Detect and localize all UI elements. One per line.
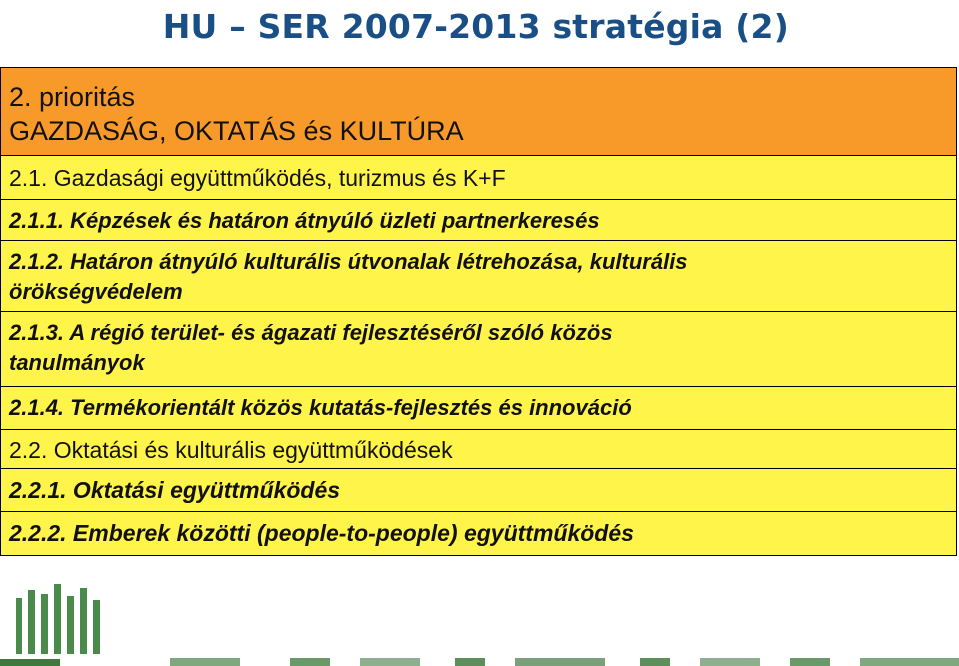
slide-title: HU – SER 2007-2013 stratégia (2) (162, 6, 789, 46)
action-label: 2.2.2. Emberek közötti (people-to-people) együttműködés (9, 520, 634, 546)
footer-decoration (0, 656, 959, 666)
action-row-2-1-3 (1, 312, 956, 387)
measure-row-2-1 (1, 156, 956, 200)
action-label: 2.2.1. Oktatási együttműködés (9, 477, 341, 503)
action-label-line2: örökségvédelem (9, 279, 183, 304)
action-row-2-1-1 (1, 200, 956, 241)
action-row-2-2-1 (1, 469, 956, 512)
action-label: 2.1.1. Képzések és határon átnyúló üzleti partnerkeresés (9, 208, 600, 233)
action-row-2-2-2 (1, 512, 956, 555)
action-label-line1: 2.1.2. Határon átnyúló kulturális útvonalak létrehozása, kulturális (9, 249, 688, 274)
action-label-line1: 2.1.3. A régió terület- és ágazati fejlesztéséről szóló közös (9, 320, 613, 345)
measure-label: 2.1. Gazdasági együttműködés, turizmus és K+F (9, 165, 506, 191)
action-label: 2.1.4. Termékorientált közös kutatás-fejlesztés és innováció (9, 395, 632, 420)
measure-label: 2.2. Oktatási és kulturális együttműködések (9, 437, 453, 463)
priority-number: 2. prioritás (9, 82, 136, 112)
vertical-bars-logo-icon (14, 584, 104, 656)
measure-row-2-2 (1, 430, 956, 469)
action-row-2-1-4 (1, 387, 956, 430)
priority-name: GAZDASÁG, OKTATÁS és KULTÚRA (9, 116, 464, 146)
action-label-line2: tanulmányok (9, 350, 145, 375)
action-row-2-1-2 (1, 241, 956, 312)
priority-header (1, 68, 956, 156)
priority-table (0, 67, 957, 556)
